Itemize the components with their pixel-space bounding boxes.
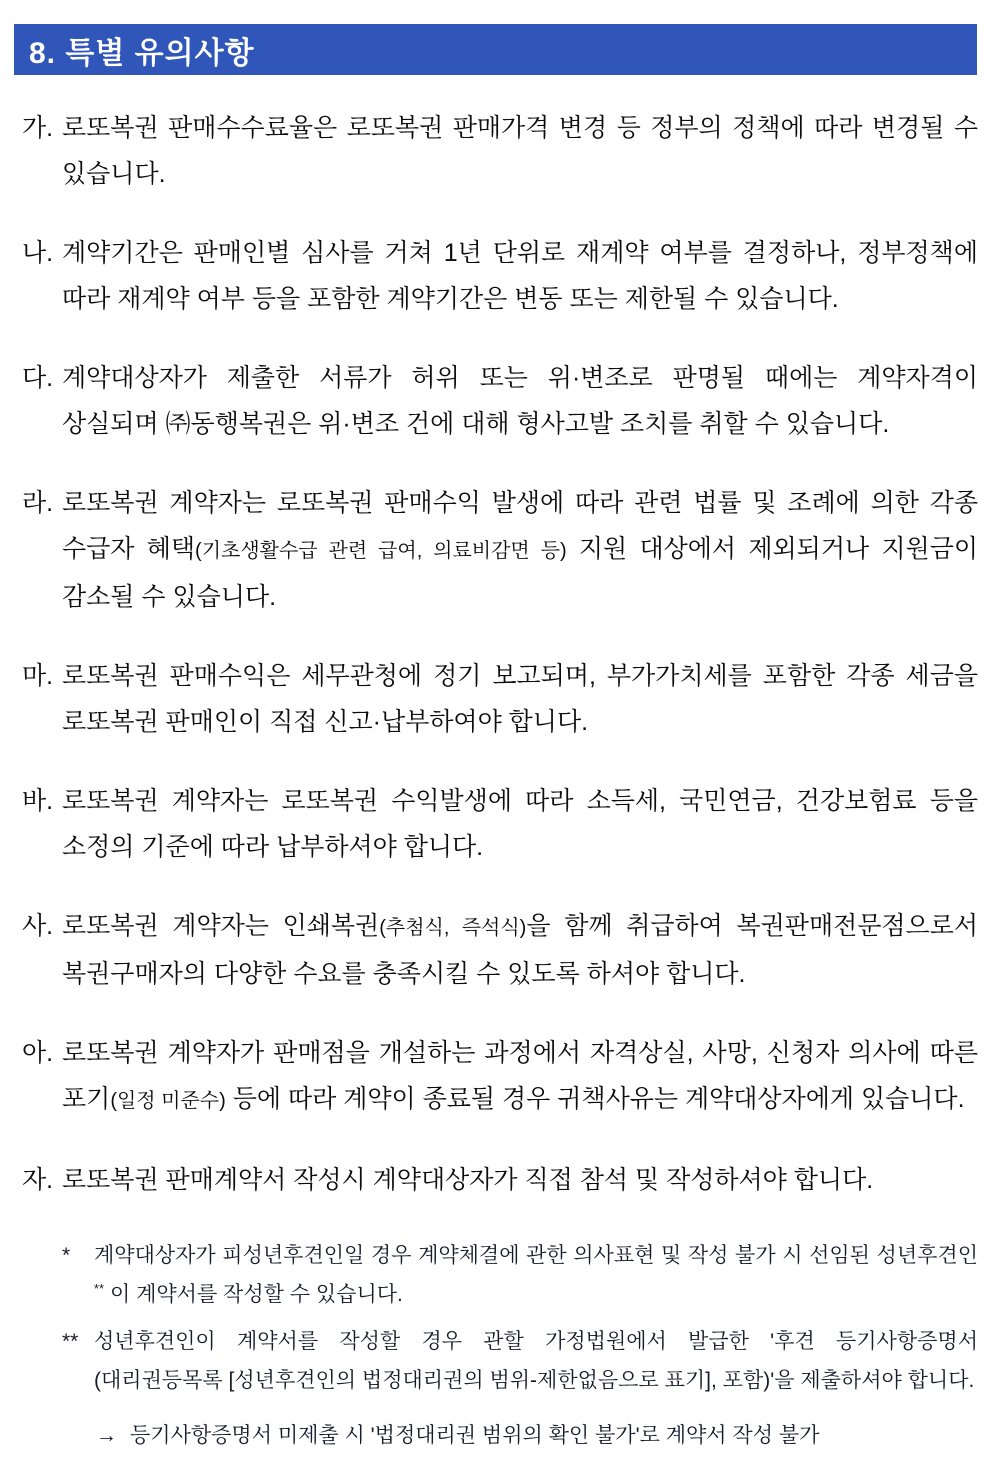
- text-segment: 을 함께 취급하여 복권판매전문점으로서 복권구매자의 다양한 수요를 충족시킬 수 있도록 하셔야 합니다.: [62, 912, 979, 988]
- notice-item-label: 사.: [22, 912, 54, 940]
- text-segment: 등에 따라 계약이 종료될 경우 귀책사유는 계약대상자에게 있습니다.: [225, 1085, 965, 1113]
- text-segment: 로또복권 계약자는 인쇄복권: [62, 912, 380, 940]
- text-segment: 계약기간은 판매인별 심사를 거쳐 1년 단위로 재계약 여부를 결정하나, 정부정책에 따라 재계약 여부 등을 포함한 계약기간은 변동 또는 제한될 수 있습니다.: [62, 239, 978, 313]
- text-segment: 계약대상자가 제출한 서류가 허위 또는 위·변조로 판명될 때에는 계약자격이 상실되며 ㈜동행복권은 위·변조 건에 대해 형사고발 조치를 취할 수 있습니다.: [62, 364, 978, 438]
- text-segment: 등기사항증명서 미제출 시 '법정대리권 범위의 확인 불가'로 계약서 작성 불가: [130, 1424, 820, 1447]
- footnote-marker: **: [62, 1330, 79, 1353]
- notice-item: [22, 1157, 978, 1203]
- section-title: 8. 특별 유의사항: [29, 36, 255, 70]
- notice-item-label: 다.: [22, 364, 54, 392]
- text-segment: 로또복권 판매계약서 작성시 계약대상자가 직접 참석 및 작성하셔야 합니다.: [62, 1166, 874, 1194]
- footnote-row: [62, 1322, 978, 1400]
- notice-item-label: 마.: [22, 662, 54, 690]
- notice-item: [22, 105, 978, 197]
- notice-item-label: 나.: [22, 239, 54, 267]
- footnote-list: [62, 1236, 978, 1455]
- notice-item: [22, 903, 978, 997]
- parenthetical-note: (일정 미준수): [110, 1090, 226, 1112]
- section-header-bar: [14, 24, 977, 75]
- notice-item: [22, 480, 978, 620]
- footnote-arrow-row: [96, 1416, 978, 1455]
- notice-item: [22, 653, 978, 745]
- footnote-reference-mark: **: [94, 1281, 105, 1296]
- arrow-icon: →: [96, 1424, 117, 1447]
- notice-item-label: 바.: [22, 787, 54, 815]
- notice-item-label: 자.: [22, 1166, 54, 1194]
- text-segment: 로또복권 계약자가 판매점을 개설하는 과정에서 자격상실, 사망, 신청자 의사에 따른 포기: [62, 1039, 978, 1113]
- text-segment: 로또복권 판매수익은 세무관청에 정기 보고되며, 부가가치세를 포함한 각종 세금을 로또복권 판매인이 직접 신고·납부하여야 합니다.: [62, 662, 978, 736]
- parenthetical-note: (기초생활수급 관련 급여, 의료비감면 등): [195, 540, 567, 562]
- notice-item-label: 라.: [22, 489, 54, 517]
- text-segment: 로또복권 계약자는 로또복권 판매수익 발생에 따라 관련 법률 및 조례에 의한 각종 수급자 혜택: [62, 489, 978, 563]
- footnote-text: [130, 1416, 978, 1455]
- notice-item-label: 아.: [22, 1039, 54, 1067]
- notice-item-label: 가.: [22, 114, 54, 142]
- text-segment: 이 계약서를 작성할 수 있습니다.: [104, 1283, 403, 1306]
- parenthetical-note: (추첨식, 즉석식): [379, 917, 527, 939]
- notice-item: [22, 355, 978, 447]
- notice-item: [22, 230, 978, 322]
- footnote-text: [94, 1236, 978, 1314]
- notice-list: [22, 105, 978, 1203]
- text-segment: 계약대상자가 피성년후견인일 경우 계약체결에 관한 의사표현 및 작성 불가 시 선임된 성년후견인: [94, 1244, 978, 1267]
- footnote-text: [94, 1322, 978, 1400]
- notice-item: [22, 778, 978, 870]
- text-segment: 로또복권 판매수수료율은 로또복권 판매가격 변경 등 정부의 정책에 따라 변경될 수 있습니다.: [62, 114, 978, 188]
- notice-item: [22, 1030, 978, 1124]
- text-segment: 성년후견인이 계약서를 작성할 경우 관할 가정법원에서 발급한 '후견 등기사항증명서(대리권등목록 [성년후견인의 법정대리권의 범위-제한없음으로 표기], 포함)'을 제출하셔야 합니다.: [94, 1330, 978, 1392]
- footnote-marker: *: [62, 1244, 71, 1267]
- text-segment: 로또복권 계약자는 로또복권 수익발생에 따라 소득세, 국민연금, 건강보험료 등을 소정의 기준에 따라 납부하셔야 합니다.: [62, 787, 978, 861]
- text-segment: 지원 대상에서 제외되거나 지원금이 감소될 수 있습니다.: [62, 535, 978, 611]
- footnote-row: [62, 1236, 978, 1314]
